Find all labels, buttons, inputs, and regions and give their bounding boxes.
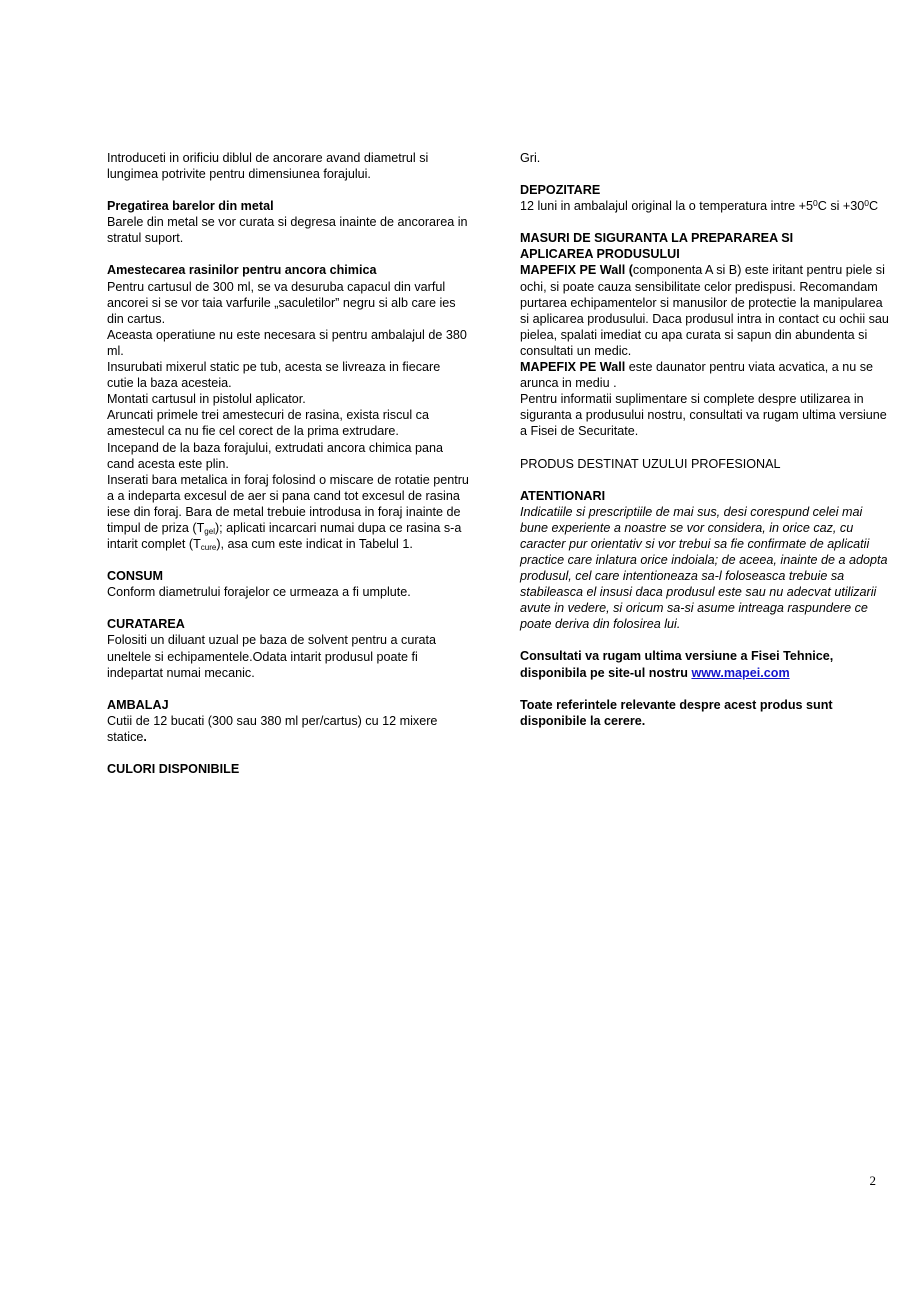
section-body-line-7 [107, 472, 469, 552]
subscript-tcure: cure [200, 542, 217, 552]
spacer [520, 214, 892, 230]
section-heading-pregatirea-barelor: Pregatirea barelor din metal [107, 199, 274, 214]
right-column [520, 150, 892, 729]
spacer [520, 472, 892, 488]
subscript-tgel: gel [204, 526, 215, 536]
section-heading-ambalaj: AMBALAJ [107, 697, 169, 712]
ambalaj-text: Cutii de 12 bucati (300 sau 380 ml per/cartus) cu 12 mixere statice [107, 713, 438, 744]
section-body-line-2: Aceasta operatiune nu este necesara si pentru ambalajul de 380 ml. [107, 327, 467, 358]
final-text-part-3: ), asa cum este indicat in Tabelul 1. [216, 537, 413, 552]
section-heading-masuri-siguranta-line1: MASURI DE SIGURANTA LA PREPARAREA SI [520, 231, 794, 246]
color-value: Gri. [520, 151, 541, 165]
spacer [107, 681, 469, 697]
section-body-line-4: Montati cartusul in pistolul aplicator. [107, 392, 306, 407]
section-body-pregatirea-barelor: Barele din metal se vor curata si degresa inainte de ancorarea in stratul suport. [107, 215, 468, 246]
professional-use-notice: PRODUS DESTINAT UZULUI PROFESIONAL [520, 456, 781, 471]
storage-text-part-2: C si +30 [817, 199, 865, 214]
spacer [520, 632, 892, 648]
section-heading-masuri-siguranta-line2: APLICAREA PRODUSULUI [520, 247, 680, 262]
section-body-line-6: Incepand de la baza forajului, extrudati ancora chimica pana cand acesta este plin. [107, 440, 444, 471]
section-heading-amestecarea-rasinilor: Amestecarea rasinilor pentru ancora chimica [107, 263, 377, 278]
section-body-line-1: Pentru cartusul de 300 ml, se va desuruba capacul din varful ancorei si se vor taia varfurile „saculetilor” negru si alb care ies din cartus. [107, 279, 456, 326]
section-body-curatarea: Folositi un diluant uzual pe baza de solvent pentru a curata uneltele si echipamentele.Odata intarit produsul poate fi indepartat numai mecanic. [107, 633, 437, 680]
superscript-degree-1: 0 [812, 198, 818, 209]
safety-paragraph-3: Pentru informatii suplimentare si complete despre utilizarea in siguranta a produsului nostru, consultati va rugam ultima versiune a Fisei de Securitate. [520, 392, 887, 439]
left-column [107, 150, 469, 777]
spacer [107, 246, 469, 262]
section-body-ambalaj [107, 713, 469, 745]
page-number: 2 [869, 1173, 876, 1188]
spacer [107, 600, 469, 616]
safety-para-2-rest: este daunator pentru viata acvatica, a nu se arunca in mediu . [520, 360, 874, 391]
section-heading-atentionari: ATENTIONARI [520, 488, 606, 503]
section-body-line-5: Aruncati primele trei amestecuri de rasina, exista riscul ca amestecul ca nu fie cel corect de la prima extrudare. [107, 408, 429, 439]
section-heading-depozitare: DEPOZITARE [520, 183, 601, 198]
mapei-website-link[interactable]: www.mapei.com [691, 665, 790, 680]
tech-sheet-text: Consultati va rugam ultima versiune a Fisei Tehnice, disponibila pe site-ul nostru [520, 649, 834, 680]
section-body-consum: Conform diametrului forajelor ce urmeaza a fi umplute. [107, 585, 411, 600]
superscript-degree-2: 0 [864, 198, 870, 209]
section-heading-curatarea: CURATAREA [107, 617, 185, 632]
spacer [520, 681, 892, 697]
tech-sheet-note [520, 648, 892, 680]
ambalaj-bold-period: . [143, 729, 147, 744]
section-body-depozitare [520, 198, 892, 214]
references-note: Toate referintele relevante despre acest produs sunt disponibile la cerere. [520, 697, 833, 728]
product-name-bold-2: MAPEFIX PE Wall [520, 360, 626, 375]
final-text-part-1: Inserati bara metalica in foraj folosind o miscare de rotatie pentru a a indeparta excesul de aer si pana cand tot excesul de rasina iese din foraj. Bara de metal trebuie introdusa in foraj inainte de timpul de priza (T [107, 472, 469, 535]
final-text-part-2: ); aplicati incarcari numai dupa ce rasina s-a intarit complet (T [107, 520, 462, 552]
section-heading-culori-disponibile: CULORI DISPONIBILE [107, 762, 240, 776]
product-name-bold-1: MAPEFIX PE Wall ( [520, 263, 633, 278]
safety-para-1-rest: componenta A si B) este iritant pentru piele si ochi, si poate cauza sensibilitate celor predispusi. Recomandam purtarea echipamentelor si manusilor de protectie la manipularea si aplicarea produsului. Daca produsul intra in contact cu ochii sau pielea, spalati imediat cu apa curata si sapun din abundenta si consultati un medic. [520, 263, 889, 358]
warnings-body: Indicatiile si prescriptiile de mai sus, desi corespund celei mai bune experiente a noastre se vor considera, in orice caz, cu caracter pur orientativ si vor trebui sa fie confirmate de aplicatii practice care inlatura orice indoiala; de aceea, inainte de a adopta produsul, cel care intentioneaza sa-l foloseasca trebuie sa stabileasca el insusi daca produsul este sau nu adecvat utilizarii avute in vedere, si oricum sa-si asume intreaga raspundere ce poate deriva din folosirea lui. [520, 504, 888, 632]
storage-text-part-3: C [869, 199, 879, 214]
spacer [107, 182, 469, 198]
spacer [107, 745, 469, 761]
section-heading-consum: CONSUM [107, 569, 163, 584]
storage-text-part-1: 12 luni in ambalajul original la o temperatura intre +5 [520, 199, 813, 214]
spacer [520, 440, 892, 456]
safety-paragraph-1 [520, 262, 892, 359]
intro-paragraph: Introduceti in orificiu diblul de ancorare avand diametrul si lungimea potrivite pentru dimensiunea forajului. [107, 151, 429, 182]
spacer [107, 552, 469, 568]
section-body-line-3: Insurubati mixerul static pe tub, acesta se livreaza in fiecare cutie la baza acesteia. [107, 360, 441, 391]
safety-paragraph-2 [520, 359, 892, 391]
spacer [520, 166, 892, 182]
